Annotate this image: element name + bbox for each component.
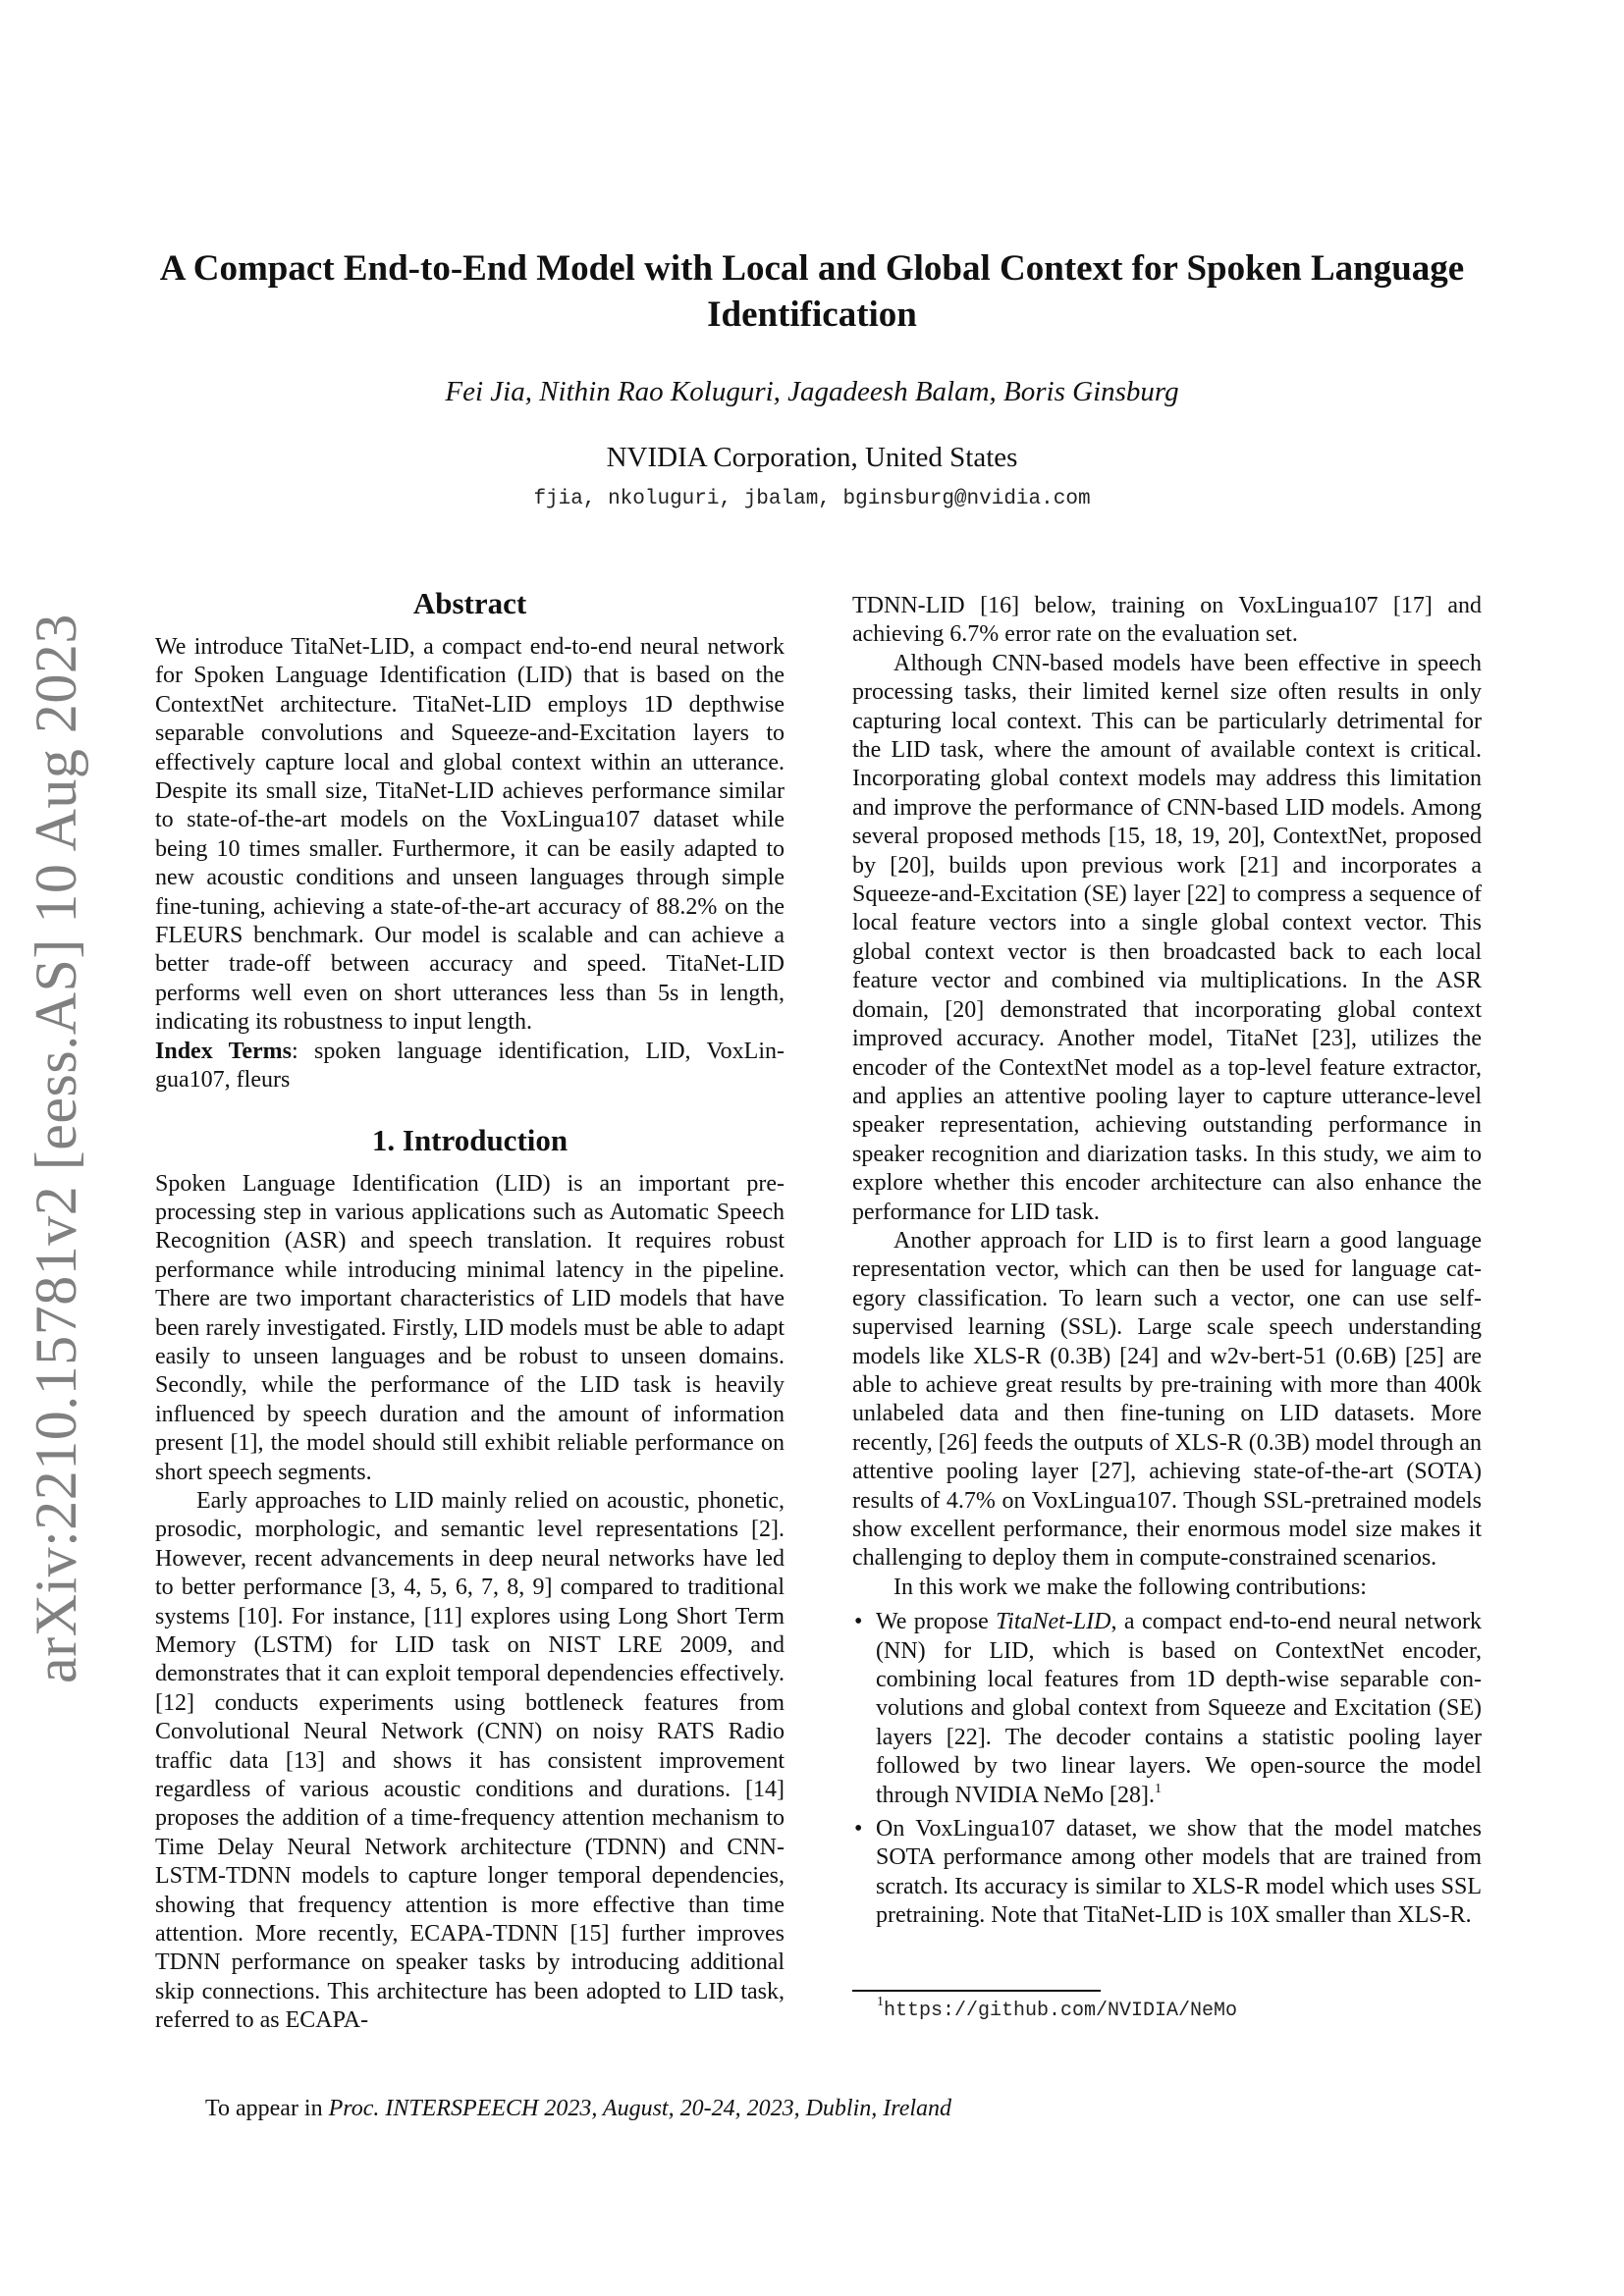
intro-paragraph-2-continued: TDNN-LID [16] below, training on VoxLingua107 [17] and achieving 6.7% error rate on the evaluation set. xyxy=(852,593,1482,648)
intro-paragraph-2: Early approaches to LID mainly relied on acoustic, phonetic, prosodic, morphologic, and semantic level representations [2]. However, recent advancements in deep neural networks have led to better performance [3, 4, 5, 6, 7, 8, 9] compared to traditional systems [10]. For instance, [11] explores using Long Short Term Memory (LSTM) for LID task on NIST LRE 2009, and demonstrates that it can exploit temporal dependencies effectively. [12] conducts experiments using bottleneck features from Convolutional Neural Network (CNN) on noisy RATS Radio traffic data [13] and shows it has consistent improvement regardless of various acoustic conditions and durations. [14] proposes the addition of a time-frequency attention mechanism to Time Delay Neural Network architecture (TDNN) and CNN-LSTM-TDNN models to capture longer temporal dependencies, showing that frequency attention is more effective than time attention. More recently, ECAPA-TDNN [15] further improves TDNN performance on speaker tasks by introducing additional skip connections. This architecture has been adopted to LID task, referred to as ECAPA- xyxy=(155,1487,785,2034)
venue-name: Proc. INTERSPEECH 2023, August, 20-24, 2023, Dublin, Ireland xyxy=(328,2096,952,2121)
bullet-icon: • xyxy=(854,1609,863,1635)
footnote-mark[interactable]: 1 xyxy=(1154,1781,1162,1796)
arxiv-stamp: arXiv:2210.15781v2 [eess.AS] 10 Aug 2023 xyxy=(24,614,88,1683)
paper-title: A Compact End-to-End Model with Local and Global Context for Spoken Language Identification xyxy=(159,248,1465,335)
intro-paragraph-5: In this work we make the following contributions: xyxy=(893,1574,1367,1600)
contribution-item: • We propose TitaNet-LID, a compact end-to-end neural network (NN) for LID, which is based on ContextNet encoder, combining local features from 1D depth-wise separable convolutions and global context from Squeeze and Excitation (SE) layers [22]. The decoder contains a statistic pooling layer followed by two linear layers. We open-source the model through NVIDIA NeMo [28].$^1$ xyxy=(854,1609,1482,1808)
intro-paragraph-4: Another approach for LID is to first learn a good language representation vector, which can then be used for language category classification. To learn such a vector, one can use self-supervised learning (SSL). Large scale speech understanding models like XLS-R (0.3B) [24] and w2v-bert-51 (0.6B) [25] are able to achieve great results by pre-training with more than 400k unlabeled data and then fine-tuning on LID datasets. More recently, [26] feeds the outputs of XLS-R (0.3B) model through an attentive pooling layer [27], achieving state-of-the-art (SOTA) results of 4.7% on VoxLingua107. Though SSL-pretrained models show excellent performance, their enormous model size makes it challenging to deploy them in compute-constrained scenarios. xyxy=(852,1227,1482,1572)
intro-paragraph-1: Spoken Language Identification (LID) is an important preprocessing step in various applications such as Automatic Speech Recognition (ASR) and speech translation. It requires robust performance while introducing minimal latency in the pipeline. There are two important characteristics of LID models that have been rarely investigated. Firstly, LID models must be able to adapt easily to unseen languages and be robust to unseen domains. Secondly, while the performance of the LID task is heavily influenced by speech duration and the amount of information present [1], the model should still exhibit reliable performance on short speech segments. xyxy=(155,1170,785,1485)
model-name-emphasis: TitaNet-LID xyxy=(996,1609,1111,1635)
abstract-heading: Abstract xyxy=(412,586,527,620)
footnote-divider xyxy=(852,1990,1101,1992)
index-terms-label: Index Terms xyxy=(155,1038,293,1064)
index-terms-text: : spoken language identification, LID, VoxLingua107, fleurs xyxy=(155,1038,785,1094)
left-column xyxy=(155,586,785,2036)
index-terms xyxy=(155,1038,785,1095)
intro-paragraph-3: Although CNN-based models have been effective in speech processing tasks, their limited kernel size often results in only capturing local context. This can be particularly detrimental for the LID task, where the amount of available context is critical. Incorporating global context models may address this limitation and improve the performance of CNN-based LID models. Among several proposed methods [15, 18, 19, 20], ContextNet, proposed by [20], builds upon previous work [21] and incorporates a Squeeze-and-Excitation (SE) layer [22] to compress a sequence of local feature vectors into a single global context vector. This global context vector is then broadcasted back to each local feature vector and combined via multiplications. In the ASR domain, [20] demonstrated that incorporating global context improved accuracy. Another model, TitaNet [23], utilizes the encoder of the ContextNet model as a top-level feature extractor, and applies an attentive pooling layer to capture utterance-level speaker representation, achieving outstanding performance in speaker recognition and diarization tasks. In this study, we aim to explore whether this encoder architecture can also enhance the performance for LID task. xyxy=(852,650,1482,1225)
introduction-heading: 1. Introduction xyxy=(371,1122,568,1157)
abstract-body: We introduce TitaNet-LID, a compact end-to-end neural network for Spoken Language Identification (LID) that is based on the ContextNet architecture. TitaNet-LID employs 1D depthwise separable convolutions and Squeeze-and-Excitation layers to effectively capture local and global context within an utterance. Despite its small size, TitaNet-LID achieves performance similar to state-of-the-art models on the VoxLingua107 dataset while being 10 times smaller. Furthermore, it can be easily adapted to new acoustic conditions and unseen languages through simple fine-tuning, achieving a state-of-the-art accuracy of 88.2% on the FLEURS benchmark. Our model is scalable and can achieve a better trade-off between accuracy and speed. TitaNet-LID performs well even on short utterances less than 5s in length, indicating its robustness to input length. xyxy=(155,634,785,1036)
author-emails: fjia, nkoluguri, jbalam, bginsburg@nvidia.com xyxy=(533,488,1091,510)
author-list: Fei Jia, Nithin Rao Koluguri, Jagadeesh Balam, Boris Ginsburg xyxy=(445,376,1179,407)
footnote-number: 1 xyxy=(877,1995,884,2009)
bullet-icon: • xyxy=(854,1816,863,1842)
footnote xyxy=(877,1997,1237,2024)
right-column xyxy=(852,592,1482,1936)
contributions-list xyxy=(852,1608,1482,1930)
venue-note: To appear in Proc. INTERSPEECH 2023, August, 20-24, 2023, Dublin, Ireland xyxy=(205,2096,952,2121)
footnote-link[interactable]: https://github.com/NVIDIA/NeMo xyxy=(884,2000,1238,2022)
contribution-item: • On VoxLingua107 dataset, we show that the model matches SOTA performance among other models that are trained from scratch. Its accuracy is similar to XLS-R model which uses SSL pretraining. Note that TitaNet-LID is 10X smaller than XLS-R. xyxy=(854,1816,1482,1929)
affiliation: NVIDIA Corporation, United States xyxy=(606,442,1018,473)
